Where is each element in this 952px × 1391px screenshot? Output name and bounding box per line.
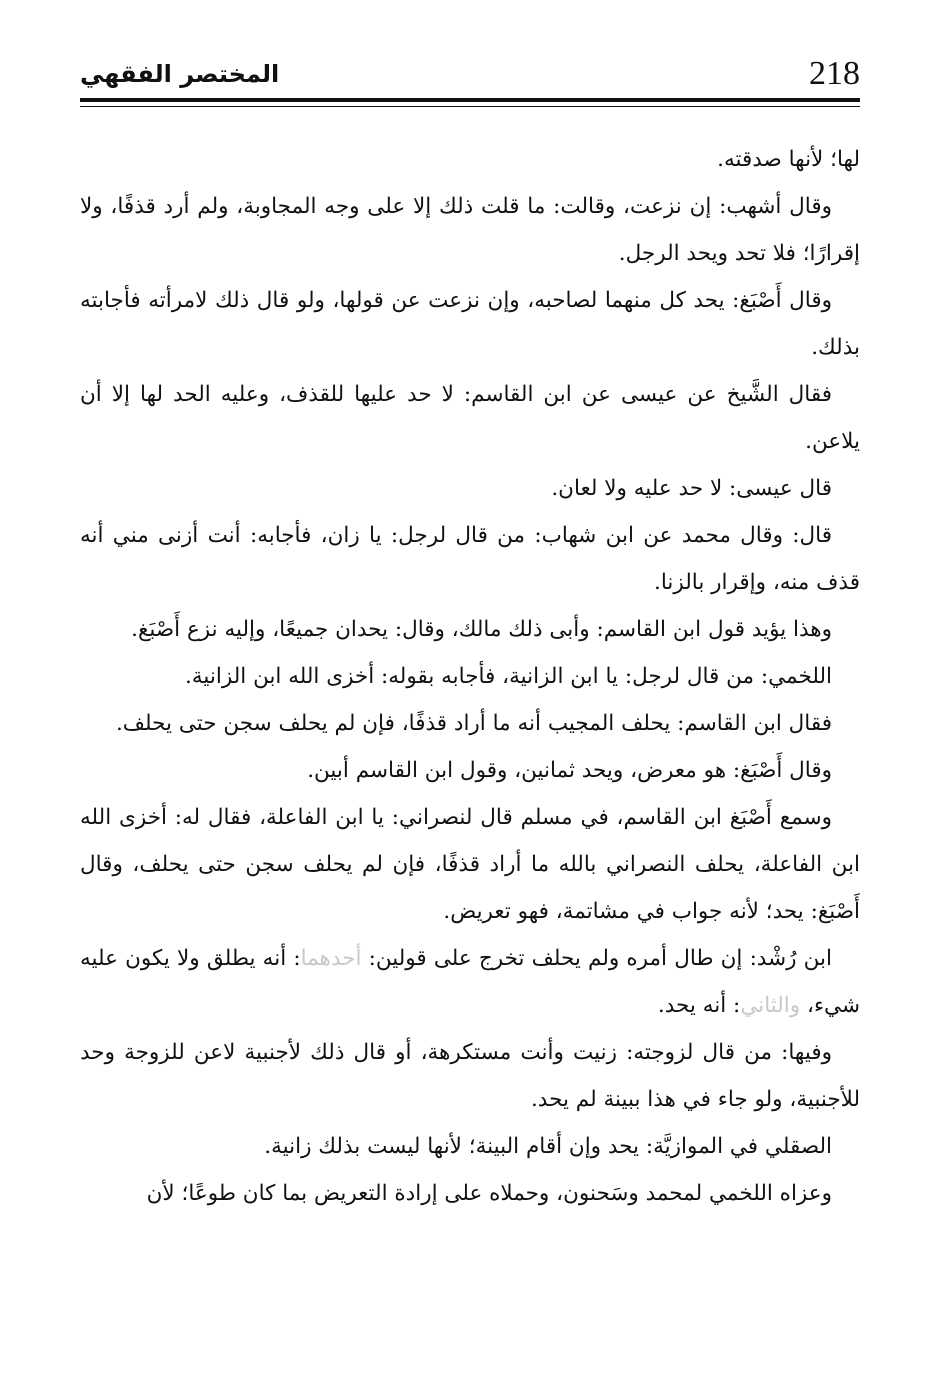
paragraph: وهذا يؤيد قول ابن القاسم: وأبى ذلك مالك، وقال: يحدان جميعًا، وإليه نزع أَصْبَغ. xyxy=(131,617,832,642)
paragraph: وقال أشهب: إن نزعت، وقالت: ما قلت ذلك إلا على وجه المجاوبة، ولم أرد قذفًا، ولا إقرارًا؛ فلا تحد ويحد الرجل. xyxy=(80,194,860,266)
text-segment: : أنه يحد. xyxy=(657,993,741,1018)
header-rule-thin xyxy=(80,106,860,107)
paragraph: الصقلي في الموازيَّة: يحد وإن أقام البينة؛ لأنها ليست بذلك زانية. xyxy=(264,1134,832,1159)
text-segment: ابن رُشْد: إن طال أمره ولم يحلف تخرج على قولين: xyxy=(361,946,832,971)
paragraph: اللخمي: من قال لرجل: يا ابن الزانية، فأجابه بقوله: أخزى الله ابن الزانية. xyxy=(185,664,832,689)
paragraph: وفيها: من قال لزوجته: زنيت وأنت مستكرهة، أو قال ذلك لأجنبية لاعن للزوجة وحد للأجنبية، ولو جاء في هذا ببينة لم يحد. xyxy=(80,1040,860,1112)
paragraph: وسمع أَصْبَغ ابن القاسم، في مسلم قال لنصراني: يا ابن الفاعلة، فقال له: أخزى الله ابن الفاعلة، يحلف النصراني بالله ما أراد قذفًا، فإن لم يحلف سجن حتى يحلف، وقال أَصْبَغ: يحد؛ لأنه جواب في مشاتمة، فهو تعريض. xyxy=(80,805,860,924)
paragraph: لها؛ لأنها صدقته. xyxy=(717,147,860,172)
paragraph: فقال الشَّيخ عن عيسى عن ابن القاسم: لا حد عليها للقذف، وعليه الحد لها إلا أن يلاعن. xyxy=(80,382,860,454)
text-body xyxy=(80,136,860,1217)
faded-text: أحدهما xyxy=(300,946,362,971)
paragraph: قال عيسى: لا حد عليه ولا لعان. xyxy=(551,476,832,501)
page-header xyxy=(80,52,860,96)
paragraph: وقال أَصْبَغ: هو معرض، ويحد ثمانين، وقول ابن القاسم أبين. xyxy=(307,758,832,783)
header-rule-thick xyxy=(80,98,860,102)
faded-text: والثاني xyxy=(740,993,801,1018)
paragraph: فقال ابن القاسم: يحلف المجيب أنه ما أراد قذفًا، فإن لم يحلف سجن حتى يحلف. xyxy=(115,711,832,736)
paragraph: قال: وقال محمد عن ابن شهاب: من قال لرجل: يا زان، فأجابه: أنت أزنى مني أنه قذف منه، وإقرار بالزنا. xyxy=(80,523,860,595)
page-number: 218 xyxy=(809,55,860,92)
book-title: المختصر الفقهي xyxy=(80,60,280,88)
paragraph: وقال أَصْبَغ: يحد كل منهما لصاحبه، وإن نزعت عن قولها، ولو قال ذلك لامرأته فأجابته بذلك. xyxy=(80,288,860,360)
text-segment: : أنه يطلق ولا يكون عليه شيء، xyxy=(80,946,860,1018)
paragraph: وعزاه اللخمي لمحمد وسَحنون، وحملاه على إرادة التعريض بما كان طوعًا؛ لأن xyxy=(146,1181,832,1206)
paragraph-ibn-rushd xyxy=(80,935,860,1029)
